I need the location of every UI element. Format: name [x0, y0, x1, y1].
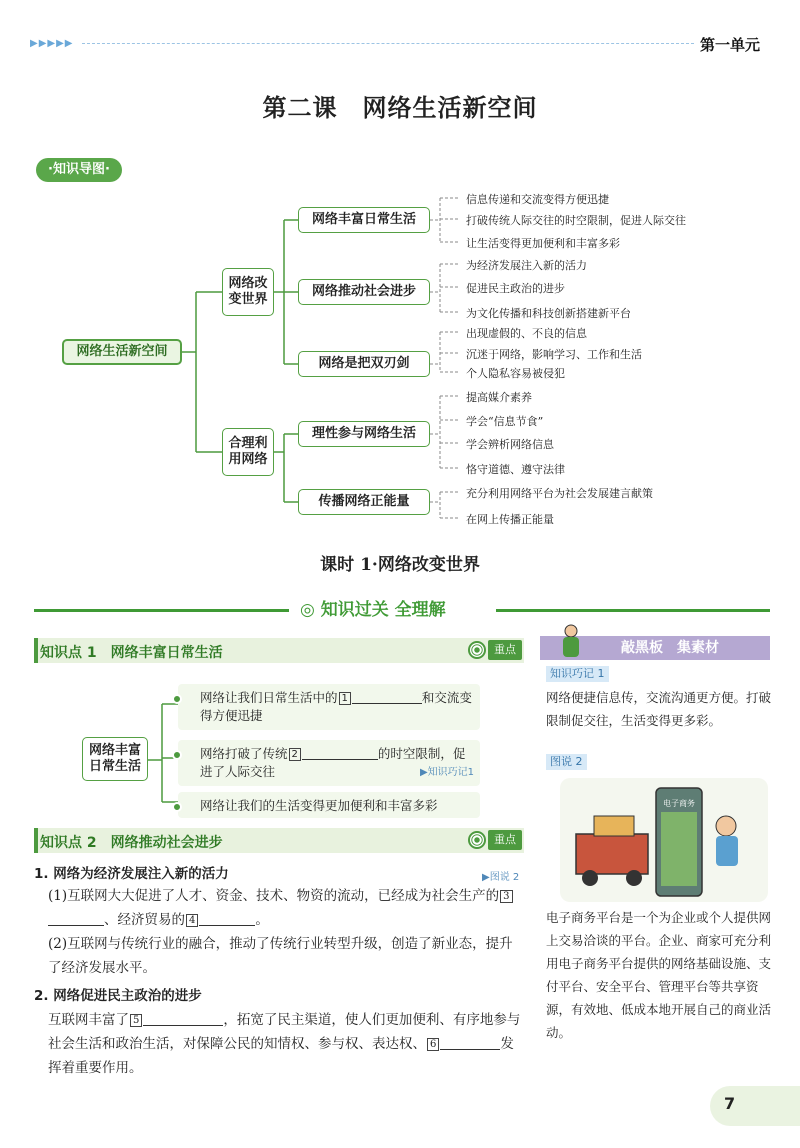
- kp1-item1-text-end: 和交流变得方便迅捷: [200, 690, 472, 724]
- mindmap-leaf: 打破传统人际交往的时空限制，促进人际交往: [466, 214, 686, 227]
- banner-rule-right: [496, 609, 770, 612]
- illustration-label: 图说: [550, 755, 572, 768]
- mindmap-leaf: 为文化传播和科技创新搭建新平台: [466, 307, 631, 320]
- kp1-item3-text: 网络让我们的生活变得更加便利和丰富多彩: [200, 798, 438, 813]
- bullet-dot: [172, 802, 182, 812]
- bullet-dot: [172, 694, 182, 704]
- p1-text-mid: 、经济贸易的: [104, 912, 185, 928]
- mindmap-section-tag: ·知识导图·: [36, 158, 122, 182]
- illustration-sign: 电子商务: [663, 799, 695, 808]
- answer-blank[interactable]: [143, 1013, 223, 1026]
- p3-text-mid: ，拓宽了民主渠道，使人们更加便利、有序地参与社会生活和政治生活，对保障公民的知情权、参与权、表达权、: [48, 1012, 521, 1052]
- kp2-paragraph-3: [48, 1008, 526, 1080]
- banner-rule-left: [34, 609, 289, 612]
- kp1-title: 知识点 1 网络丰富日常生活: [40, 645, 223, 661]
- memory-tip-text: 网络便捷信息传，交流沟通更方便。打破限制促交往，生活变得更多彩。: [546, 690, 772, 728]
- blank-number: 4: [186, 914, 198, 927]
- unit-label: 第一单元: [700, 36, 761, 54]
- mindmap-leaf: 充分利用网络平台为社会发展建言献策: [466, 487, 653, 500]
- blank-number: 2: [289, 748, 301, 761]
- mindmap-leaf: 为经济发展注入新的活力: [466, 259, 587, 272]
- lesson-title: 第二课 网络生活新空间: [262, 93, 538, 122]
- section-banner: [300, 595, 446, 620]
- target-icon: [468, 831, 486, 849]
- mindmap-leaf: 沉迷于网络，影响学习、工作和生活: [466, 348, 642, 361]
- blank-number: 5: [130, 1014, 142, 1027]
- mindmap-leaf: 学会“信息节食”: [466, 415, 544, 428]
- kp1-item2-text: 网络打破了传统: [200, 746, 288, 761]
- banner-text: 知识过关 全理解: [320, 600, 446, 620]
- illustration-caption: 电子商务平台是一个为企业或个人提供网上交易洽谈的平台。企业、商家可充分利用电子商务平台提供的网络基础设施、支付平台、安全平台、管理平台等共享资源，有效地、低成本地开展自己的商业活动。: [546, 910, 772, 1040]
- target-icon: [468, 641, 486, 659]
- mindmap-sub: 理性参与网络生活: [298, 421, 430, 447]
- p3-text-end: 发挥着重要作用。: [48, 1036, 514, 1076]
- mindmap-leaf: 恪守道德、遵守法律: [466, 463, 565, 476]
- answer-blank[interactable]: [48, 913, 104, 926]
- mindmap-sub: 网络是把双刃剑: [298, 351, 430, 377]
- ecommerce-illustration: [560, 778, 768, 902]
- kp1-item2-text-end: 的时空限制，促进了人际交往: [200, 746, 466, 780]
- answer-blank[interactable]: [302, 747, 378, 760]
- p1-text: (1)互联网大大促进了人才、资金、技术、物资的流动，已经成为社会生产的: [48, 888, 500, 904]
- illustration-number: 2: [575, 755, 583, 768]
- swirl-icon: ◎: [300, 600, 321, 620]
- mindmap-leaf: 让生活变得更加便利和丰富多彩: [466, 237, 620, 250]
- sidebar-header: 敲黑板 集素材: [540, 636, 770, 660]
- illustration-tag: [546, 754, 587, 770]
- blank-number: 6: [427, 1038, 439, 1051]
- mindmap-branch-1: 网络改变世界: [222, 268, 274, 316]
- mindmap-leaf: 信息传递和交流变得方便迅捷: [466, 193, 609, 206]
- mindmap-leaf: 在网上传播正能量: [466, 513, 554, 526]
- kp1-item: [178, 684, 480, 730]
- answer-blank[interactable]: [352, 691, 422, 704]
- mindmap-branch-2: 合理利用网络: [222, 428, 274, 476]
- p3-text: 互联网丰富了: [48, 1012, 129, 1028]
- kp2-title: 知识点 2 网络推动社会进步: [40, 835, 223, 851]
- blank-number: 1: [339, 692, 351, 705]
- header-dots: ▶▶▶▶▶: [30, 38, 74, 49]
- kp2-heading-1: 1. 网络为经济发展注入新的活力: [34, 866, 229, 882]
- teacher-icon: [560, 624, 582, 660]
- answer-blank[interactable]: [199, 913, 255, 926]
- answer-blank[interactable]: [440, 1037, 500, 1050]
- mindmap-leaf: 个人隐私容易被侵犯: [466, 367, 565, 380]
- kp2-paragraph-1: [48, 884, 526, 932]
- kp2-paragraph-2: (2)互联网与传统行业的融合，推动了传统行业转型升级，创造了新业态，提升了经济发展水平。: [48, 936, 513, 976]
- bullet-dot: [172, 750, 182, 760]
- kp1-root: 网络丰富日常生活: [82, 737, 148, 781]
- key-badge: 重点: [488, 830, 522, 850]
- mindmap-sub: 网络推动社会进步: [298, 279, 430, 305]
- header-rule: [82, 43, 694, 44]
- mindmap-sub: 网络丰富日常生活: [298, 207, 430, 233]
- kp1-item1-text: 网络让我们日常生活中的: [200, 690, 338, 705]
- memory-tip-ref[interactable]: ▶知识巧记1: [419, 766, 474, 778]
- blank-number: 3: [500, 890, 512, 903]
- mindmap-leaf: 促进民主政治的进步: [466, 282, 565, 295]
- mindmap-root: 网络生活新空间: [62, 339, 182, 365]
- mindmap-leaf: 出现虚假的、不良的信息: [466, 327, 587, 340]
- mindmap-leaf: 学会辨析网络信息: [466, 438, 554, 451]
- kp1-item: [178, 792, 480, 818]
- memory-tip-number: 1: [597, 667, 605, 680]
- mindmap-leaf: 提高媒介素养: [466, 391, 532, 404]
- memory-tip-tag: [546, 666, 609, 682]
- kp2-heading-2: 2. 网络促进民主政治的进步: [34, 988, 202, 1004]
- page-number: 7: [724, 1094, 736, 1113]
- mindmap-sub: 传播网络正能量: [298, 489, 430, 515]
- class-title: 课时 1·网络改变世界: [320, 555, 480, 575]
- kp1-item: [178, 740, 480, 786]
- illustration-ref[interactable]: ▶图说 2: [482, 872, 520, 883]
- key-badge: 重点: [488, 640, 522, 660]
- p1-text-end: 。: [255, 912, 269, 928]
- memory-tip-label: 知识巧记: [550, 667, 594, 680]
